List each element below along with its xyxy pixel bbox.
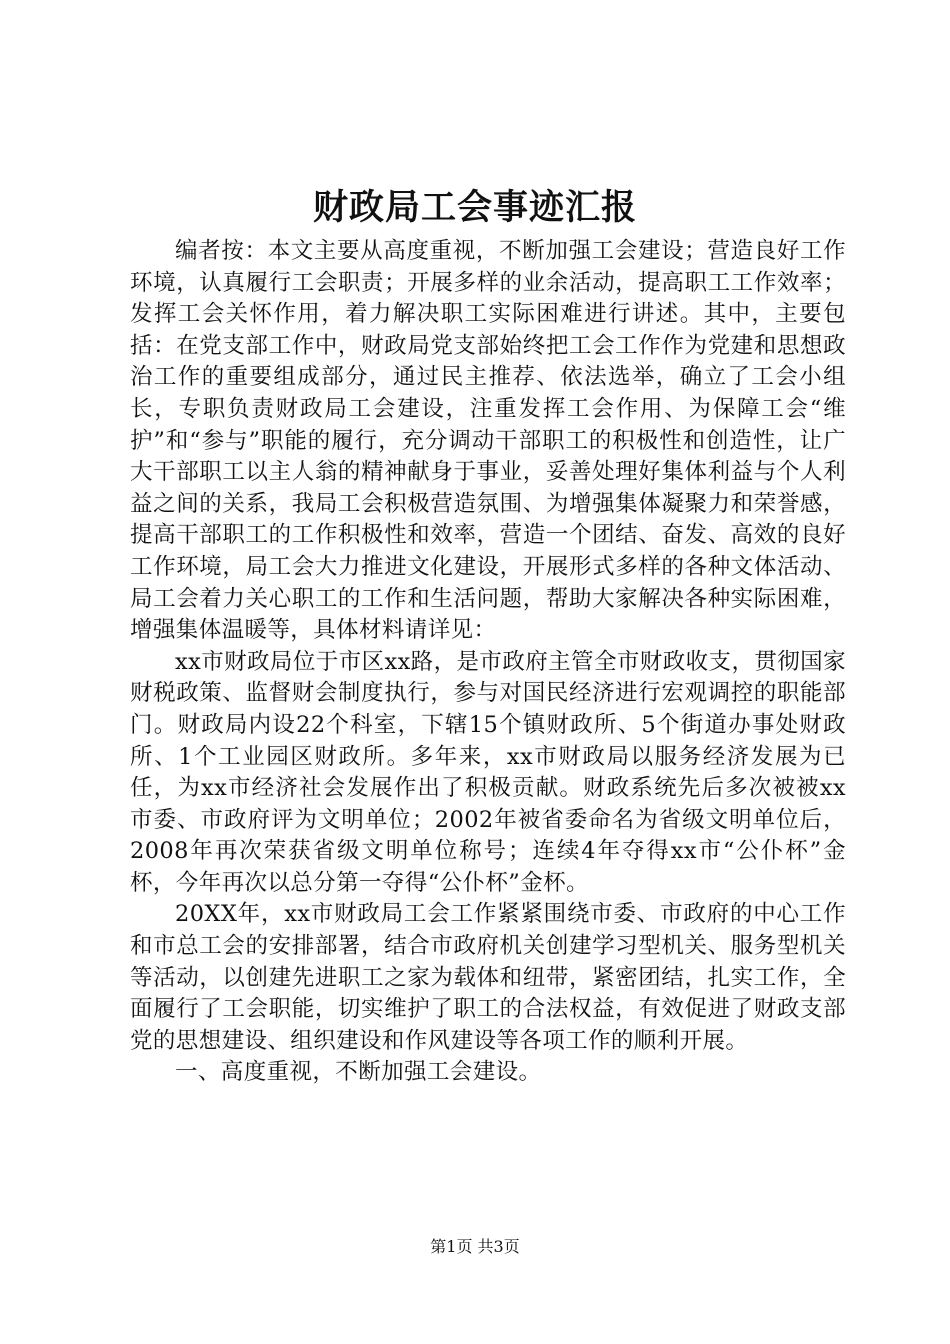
section-heading-1: 一、高度重视，不断加强工会建设。 (175, 1059, 542, 1086)
document-title: 财政局工会事迹汇报 (312, 187, 637, 228)
paragraph-union-work: 20XX年，xx市财政局工会工作紧紧围绕市委、市政府的中心工作和市总工会的安排部署，结合市政府机关创建学习型机关、服务型机关等活动，以创建先进职工之家为载体和纽带，紧密团结，扎实工作，全面履行了工会职能，切实维护了职工的合法权益，有效促进了财政支部党的思想建设、组织建设和作风建设等各项工作的顺利开展。 (130, 901, 846, 1054)
page-number-footer: 第1页 共3页 (430, 1237, 520, 1256)
document-body (130, 236, 846, 1089)
paragraph-bureau-intro: xx市财政局位于市区xx路，是市政府主管全市财政收支，贯彻国家财税政策、监督财会制度执行，参与对国民经济进行宏观调控的职能部门。财政局内设22个科室，下辖15个镇财政所、5个街道办事处财政所、1个工业园区财政所。多年来，xx市财政局以服务经济发展为已任，为xx市经济社会发展作出了积极贡献。财政系统先后多次被被xx市委、市政府评为文明单位；2002年被省委命名为省级文明单位后，2008年再次荣获省级文明单位称号；连续4年夺得xx市“公仆杯”金杯，今年再次以总分第一夺得“公仆杯”金杯。 (130, 648, 846, 896)
paragraph-editor-note: 编者按：本文主要从高度重视，不断加强工会建设；营造良好工作环境，认真履行工会职责；开展多样的业余活动，提高职工工作效率；发挥工会关怀作用，着力解决职工实际困难进行讲述。其中，主要包括：在党支部工作中，财政局党支部始终把工会工作作为党建和思想政治工作的重要组成部分，通过民主推荐、依法选举，确立了工会小组长，专职负责财政局工会建设，注重发挥工会作用、为保障工会“维护”和“参与”职能的履行，充分调动干部职工的积极性和创造性，让广大干部职工以主人翁的精神献身于事业，妥善处理好集体利益与个人利益之间的关系，我局工会积极营造氛围、为增强集体凝聚力和荣誉感，提高干部职工的工作积极性和效率，营造一个团结、奋发、高效的良好工作环境，局工会大力推进文化建设，开展形式多样的各种文体活动、局工会着力关心职工的工作和生活问题，帮助大家解决各种实际困难，增强集体温暖等，具体材料请详见： (130, 238, 846, 644)
